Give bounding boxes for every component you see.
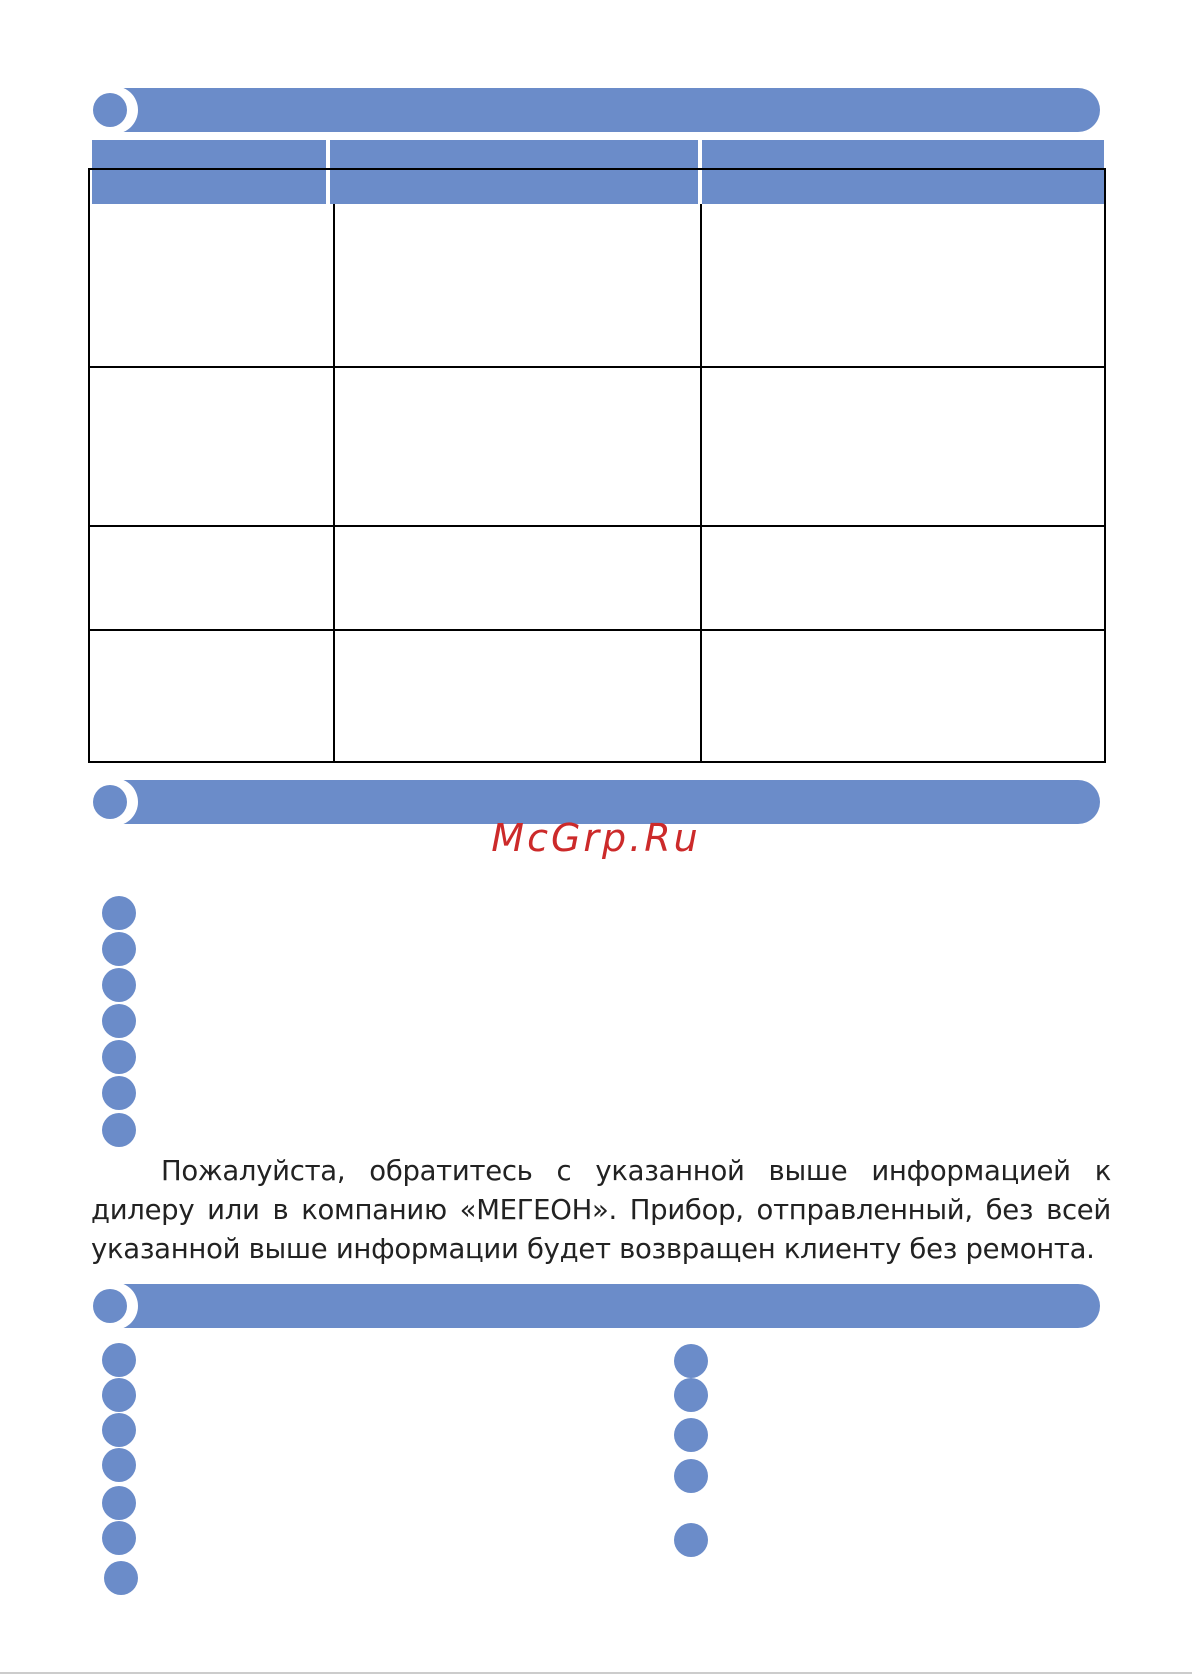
section-bullet-icon: [93, 1289, 127, 1323]
troubleshooting-table: [88, 168, 1106, 763]
list-bullet-icon: [102, 1343, 136, 1377]
section-bullet-icon: [93, 93, 127, 127]
section-header-band-1: [90, 88, 1100, 132]
list-bullet-icon: [674, 1418, 708, 1452]
list-bullet-icon: [102, 1448, 136, 1482]
table-border-right: [1104, 168, 1106, 763]
list-bullet-icon: [102, 1076, 136, 1110]
list-bullet-icon: [104, 1561, 138, 1595]
section-header-band-3: [90, 1284, 1100, 1328]
list-bullet-icon: [102, 1004, 136, 1038]
list-bullet-icon: [102, 1113, 136, 1147]
table-row-divider-1: [88, 366, 1106, 368]
table-column-divider-2: [700, 204, 702, 763]
list-bullet-icon: [674, 1344, 708, 1378]
list-bullet-icon: [674, 1459, 708, 1493]
list-bullet-icon: [674, 1523, 708, 1557]
list-bullet-icon: [102, 932, 136, 966]
list-bullet-icon: [102, 1521, 136, 1555]
list-bullet-icon: [674, 1378, 708, 1412]
page-bottom-rule: [0, 1672, 1192, 1674]
table-column-divider-1: [333, 204, 335, 763]
table-border-left: [88, 168, 90, 763]
list-bullet-icon: [102, 1413, 136, 1447]
table-row-divider-2: [88, 525, 1106, 527]
section-header-bar: [122, 88, 1100, 132]
list-bullet-icon: [102, 1378, 136, 1412]
section-header-bar: [122, 1284, 1100, 1328]
list-bullet-icon: [102, 1040, 136, 1074]
watermark: McGrp.Ru: [491, 816, 701, 860]
list-bullet-icon: [102, 896, 136, 930]
table-row-divider-3: [88, 629, 1106, 631]
notice-paragraph: Пожалуйста, обратитесь с указанной выше информацией к дилеру или в компанию «МЕГЕОН». Прибор, отправленный, без всей указанной выше информации будет возвращен клиенту без ремонта.: [91, 1155, 1111, 1265]
list-bullet-icon: [102, 1486, 136, 1520]
section-bullet-icon: [93, 785, 127, 819]
list-bullet-icon: [102, 968, 136, 1002]
table-border-top: [88, 168, 1106, 170]
table-border-bottom: [88, 761, 1106, 763]
